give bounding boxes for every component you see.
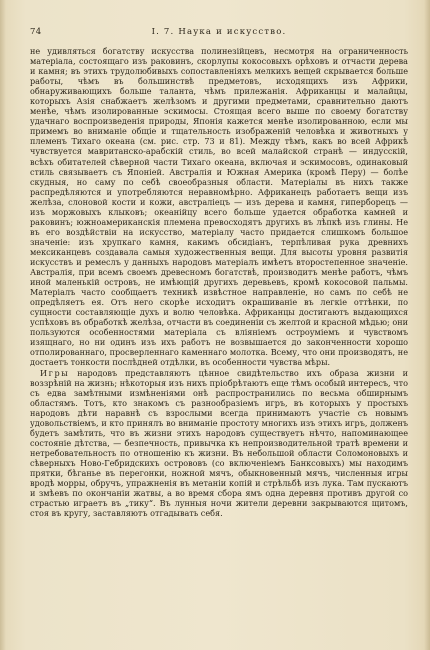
- body-text: [30, 46, 408, 518]
- page-edge-shadow-right: [424, 0, 430, 650]
- page-edge-shadow-left: [0, 0, 6, 650]
- page-number: 74: [30, 27, 42, 37]
- paragraph-materials: не удивляться богатству искусства полинезійцевъ, несмотря на ограниченность матеріала, состоящаго изъ раковинъ, скорлупы кокосовыхъ орѣховъ и отчасти дерева и камня; въ этихъ трудолюбивыхъ сопоставленіяхъ мелкихъ вещей скрывается больше работы, чѣмъ въ большинствѣ предметовъ, исходящихъ изъ Африки, обнаруживающихъ больше таланта, чѣмъ прилежанія. Африканцы и малайцы, которыхъ Азія снабжаетъ желѣзомъ и другими предметами, сравнительно даютъ менѣе, чѣмъ изолированные эскимосы. Стоящая всего выше по своему богатству удачнаго воспроизведенія природы, Японія кажется менѣе изолированною, если мы примемъ во вниманіе общіе и тщательность изображеній человѣка и животныхъ у племенъ Тихаго океана (см. рис. стр. 73 и 81). Между тѣмъ, какъ во всей Африкѣ чувствуется мавританско-арабскій стиль, во всей малайской странѣ — индусскій, всѣхъ обитателей сѣверной части Тихаго океана, включая и эскимосовъ, одинаковый стиль связываетъ съ Японіей. Австралія и Южная Америка (кромѣ Перу) — болѣе скудныя, но саму по себѣ своеобразныя области. Матеріалы въ нихъ также распредѣляются и употребляются неравномѣрно. Африканецъ работаетъ вещи изъ желѣза, слоновой кости и кожи, австраліецъ — изъ дерева и камня, гиперборецъ — изъ моржовыхъ клыковъ; океанійцу всего больше удается обработка камней и раковинъ; южноамериканскія племена превосходятъ другихъ въ лѣпкѣ изъ глины. Не въ его воздѣйствіи на искусство, матеріалу часто придается слишкомъ большое значеніе: изъ хрупкаго камня, какимъ обсидіанъ, терпѣливая рука древнихъ мексиканцевъ создавала самыя художественныя вещи. Для высоты уровня развитія искусствъ и ремеслъ у данныхъ народовъ матеріалъ имѣетъ второстепенное значеніе. Австралія, при всемъ своемъ древесномъ богатствѣ, производитъ менѣе работъ, чѣмъ иной маленькій островъ, не имѣющій другихъ деревьевъ, кромѣ кокосовой пальмы. Матеріалъ часто сообщаетъ техникѣ извѣстное направленіе, но самъ по себѣ не опредѣляетъ ея. Отъ него скорѣе исходитъ окрашиваніе въ легкіе оттѣнки, по сущности составляющіе духъ и волю человѣка. Африканцы достигаютъ выдающихся успѣховъ въ обработкѣ желѣза, отчасти въ соединеніи съ желтой и красной мѣдью; они пользуются особенностями матеріала съ вліяніемъ остроуміемъ и чувствомъ изящнаго, но ни одинъ изъ ихъ работъ не возвышается до законченности хорошо отполированнаго, просверленнаго каменнаго молотка. Всему, что они производятъ, не достаетъ тонкости послѣдней отдѣлки, въ особенности чувства мѣры.: [30, 46, 408, 368]
- paragraph-lead-word: Игры: [40, 367, 70, 378]
- page-header: [30, 27, 408, 41]
- paragraph-games-text: народовъ представляютъ цѣнное свидѣтельство ихъ образа жизни и воззрѣній на жизнь; нѣкоторыя изъ нихъ пріобрѣтаютъ еще тѣмъ особый интересъ, что съ едва замѣтными измѣненіями онѣ распространились по весьма обширнымъ областямъ. Тотъ, кто знакомъ съ разнообразіемъ игръ, въ которыхъ у простыхъ народовъ дѣти наравнѣ съ взрослыми всегда принимаютъ участіе съ новымъ удовольствіемъ, и кто принялъ во вниманіе простоту многихъ изъ этихъ игръ, долженъ будетъ замѣтить, что въ жизни этихъ народовъ существуетъ нѣчто, напоминающее состояніе дѣтства, — безпечность, привычка къ непроизводительной тратѣ времени и нетребовательность по отношенію къ жизни. Въ небольшой области Соломоновыхъ и сѣверныхъ Ново-Гебридскихъ острововъ (со включеніемъ Банксовыхъ) мы находимъ прятки, бѣганье въ перегонки, ножной мячъ, обыкновенный мячъ, численныя игры вродѣ морры, обручъ, упражненія въ метаніи копій и стрѣльбѣ изъ лука. Там пускаютъ и змѣевъ по окончаніи жатвы, а во время сбора ямъ одна деревня противъ другой со страстью играетъ въ „тику“. Въ лунныя ночи жители деревни закрываются щитомъ, стоя въ кругу, заставляютъ отгадывать себя.: [30, 367, 408, 519]
- running-title: I. 7. Наука и искусство.: [151, 27, 287, 37]
- paragraph-games: [30, 368, 408, 519]
